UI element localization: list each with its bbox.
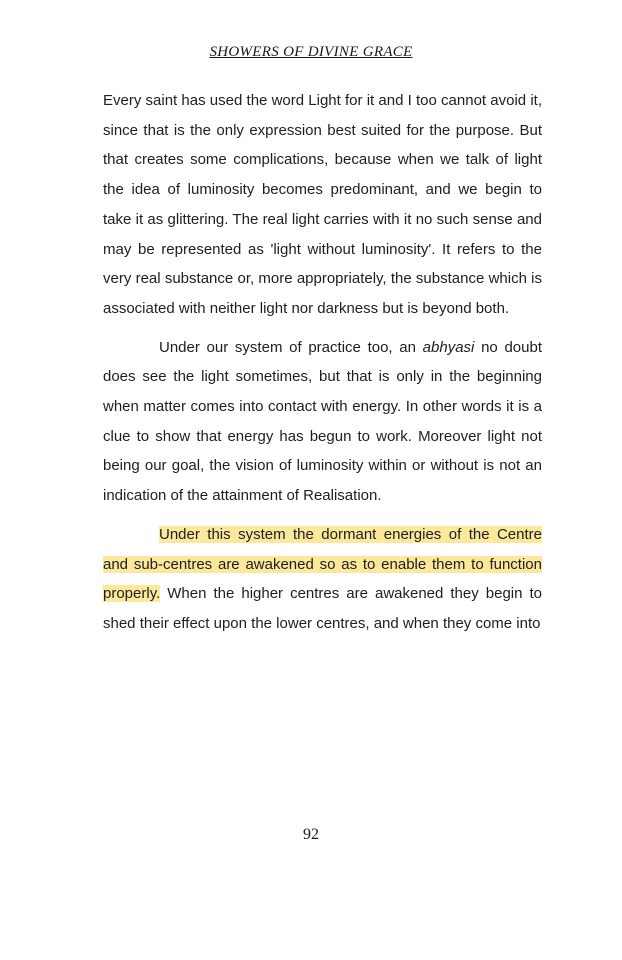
paragraph-abhyasi-end: no doubt does see the light sometimes, but that is only in the beginning when matter comes into contact with energy. In other words it is a clue to show that energy has begun to work. Moreover light not being our goal, the vision of luminosity within or without is not an indication of the attainment of Realisation. — [103, 338, 542, 505]
highlighted-passage: Under this system the dormant energies of the Centre and sub-centres are awakened so as to enable them to function properly. — [103, 525, 542, 603]
page-number: 92 — [303, 826, 319, 843]
paragraph-abhyasi — [103, 333, 542, 511]
paragraph-abhyasi-start: Under our system of practice too, an — [159, 338, 423, 356]
running-header-title: SHOWERS OF DIVINE GRACE — [209, 44, 413, 60]
paragraph-centres-rest: When the higher centres are awakened they begin to shed their effect upon the lower centres, and when they come into — [103, 585, 542, 632]
paragraph-light: Every saint has used the word Light for it and I too cannot avoid it, since that is the only expression best suited for the purpose. But that creates some complications, because when we talk of light the idea of luminosity becomes predominant, and we begin to take it as glittering. The real light carries with it no such sense and may be represented as 'light without luminosity'. It refers to the very real substance or, more appropriately, the substance which is associated with neither light nor darkness but is beyond both. — [103, 92, 542, 317]
paragraph-centres — [103, 520, 542, 639]
body-text — [103, 86, 542, 648]
italic-term-abhyasi: abhyasi — [422, 338, 475, 356]
